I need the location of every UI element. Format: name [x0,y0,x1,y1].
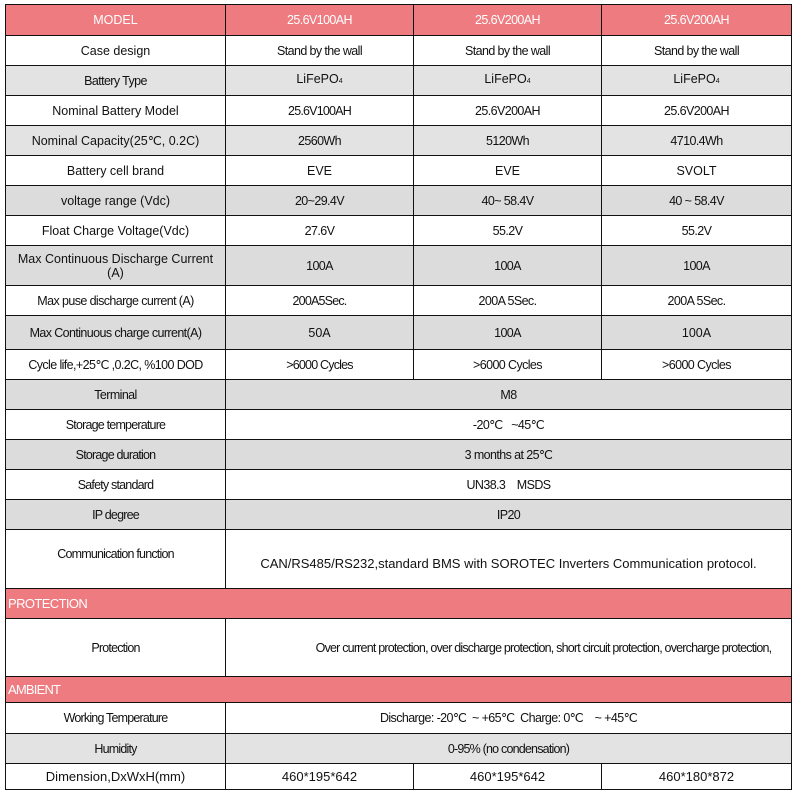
section-title: AMBIENT [6,677,792,703]
table-row [6,440,792,470]
row-value: 25.6V100AH [226,96,414,126]
table-row [6,66,792,96]
table-row [6,350,792,380]
row-value: 100A [602,316,792,350]
table-row [6,764,792,790]
row-value: 100A [414,246,602,286]
row-label: Max puse discharge current (A) [6,286,226,316]
model-header-label: MODEL [6,5,226,36]
row-value: 5120Wh [414,126,602,156]
row-value: CAN/RS485/RS232,standard BMS with SOROTEC Inverters Communication protocol. [226,530,792,589]
row-value: Stand by the wall [602,36,792,66]
row-label: IP degree [6,500,226,530]
row-label: Nominal Battery Model [6,96,226,126]
row-value [602,66,792,96]
row-value: M8 [226,380,792,410]
row-value: 100A [226,246,414,286]
row-label: Storage duration [6,440,226,470]
table-row [6,36,792,66]
row-label: Dimension,DxWxH(mm) [6,764,226,790]
row-value: 25.6V200AH [414,96,602,126]
row-value: 25.6V200AH [602,96,792,126]
row-label: Terminal [6,380,226,410]
row-value: Discharge: -20℃ ~ +65℃ Charge: 0℃ ~ +45℃ [226,703,792,734]
model-header-1: 25.6V100AH [226,5,414,36]
row-value: SVOLT [602,156,792,186]
row-value: 460*195*642 [226,764,414,790]
table-row [6,530,792,589]
row-value: 200A5Sec. [226,286,414,316]
table-row [6,619,792,677]
row-value: -20℃ ~45℃ [226,410,792,440]
row-value: Stand by the wall [226,36,414,66]
row-value: 4710.4Wh [602,126,792,156]
row-value: 55.2V [414,216,602,246]
row-label: Safety standard [6,470,226,500]
subscript: 4 [338,78,343,85]
row-label: Battery Type [6,66,226,96]
row-value: 40 ~ 58.4V [602,186,792,216]
row-value: 200A 5Sec. [602,286,792,316]
battery-type-text: LiFePO [296,72,339,86]
row-label: Communication function [6,530,226,589]
row-label: Humidity [6,734,226,764]
row-label: voltage range (Vdc) [6,186,226,216]
table-row [6,286,792,316]
model-header-2: 25.6V200AH [414,5,602,36]
row-value: >6000 Cycles [602,350,792,380]
row-label: Case design [6,36,226,66]
row-value: 100A [414,316,602,350]
row-label: Max Continuous charge current(A) [6,316,226,350]
table-row [6,216,792,246]
section-header-protection [6,589,792,619]
row-value: 20~29.4V [226,186,414,216]
row-value: >6000 Cycles [414,350,602,380]
battery-type-text: LiFePO [673,72,716,86]
row-value: 27.6V [226,216,414,246]
row-value: EVE [226,156,414,186]
row-value: UN38.3 MSDS [226,470,792,500]
row-value: EVE [414,156,602,186]
row-value: Stand by the wall [414,36,602,66]
row-label: Battery cell brand [6,156,226,186]
subscript: 4 [715,78,720,85]
row-value: 100A [602,246,792,286]
row-value [414,66,602,96]
row-value: 460*195*642 [414,764,602,790]
row-value [226,619,792,677]
row-value: 40~ 58.4V [414,186,602,216]
row-label: Storage temperature [6,410,226,440]
row-label: Float Charge Voltage(Vdc) [6,216,226,246]
row-value: 50A [226,316,414,350]
battery-type-text: LiFePO [484,72,527,86]
battery-spec-table [5,4,792,790]
row-value: 460*180*872 [602,764,792,790]
table-row [6,470,792,500]
table-row [6,500,792,530]
model-header-row [6,5,792,36]
row-label: Protection [6,619,226,677]
protection-text: Over current protection, over discharge protection, short circuit protection, overcharge protection, [315,640,772,655]
row-value: 200A 5Sec. [414,286,602,316]
table-row [6,410,792,440]
table-row [6,246,792,286]
table-row [6,703,792,734]
row-label: Nominal Capacity(25℃, 0.2C) [6,126,226,156]
row-label: Cycle life,+25℃ ,0.2C, %100 DOD [6,350,226,380]
subscript: 4 [526,78,531,85]
table-row [6,316,792,350]
row-value: 3 months at 25℃ [226,440,792,470]
row-value: IP20 [226,500,792,530]
section-title: PROTECTION [6,589,792,619]
row-label: Max Continuous Discharge Current (A) [6,246,226,286]
row-value: 55.2V [602,216,792,246]
table-row [6,96,792,126]
table-row [6,156,792,186]
table-row [6,126,792,156]
row-label: Working Temperature [6,703,226,734]
row-value: 0-95% (no condensation) [226,734,792,764]
table-row [6,734,792,764]
section-header-ambient [6,677,792,703]
row-value [226,66,414,96]
row-value: 2560Wh [226,126,414,156]
table-row [6,380,792,410]
model-header-3: 25.6V200AH [602,5,792,36]
table-row [6,186,792,216]
row-value: >6000 Cycles [226,350,414,380]
